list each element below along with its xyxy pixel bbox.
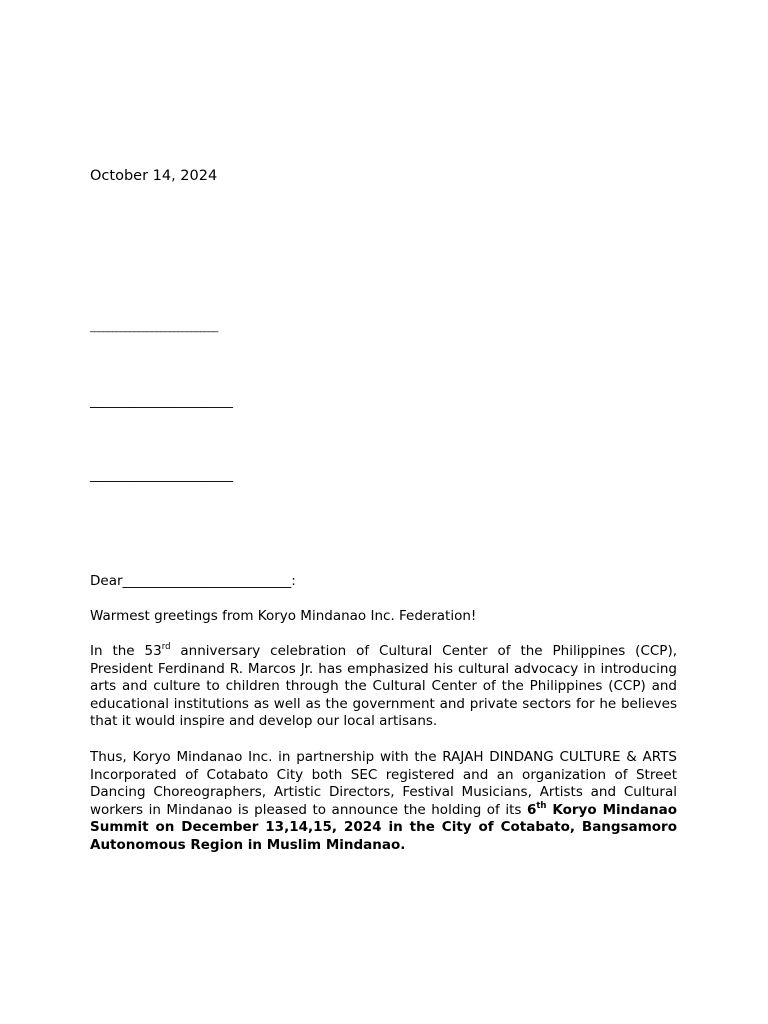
paragraph2-text-a: Thus, Koryo Mindanao Inc. in partnership with the RAJAH DINDANG CULTURE & ARTS Incorporated of Cotabato City both SEC registered and an organization of Street Dancing Choreographers, Artistic Directors, Festival Musicians, Artists and Cultural workers in Mindanao is pleased to announce the holding of its xyxy=(90,749,677,818)
letter-date: October 14, 2024 xyxy=(90,168,218,184)
paragraph1-ordinal-suffix: rd xyxy=(161,642,171,652)
salutation: Dear_________________________: xyxy=(90,573,296,589)
paragraph-summit-announcement xyxy=(90,749,677,855)
summit-ordinal-suffix: th xyxy=(536,800,547,811)
paragraph1-text-a: In the 53 xyxy=(90,643,162,659)
recipient-name-blank: _____________________________ xyxy=(90,322,218,333)
summit-details-text: Koryo Mindanao Summit on December 13,14,15, 2024 in the City of Cotabato, Bangsamoro Autonomous Region in Muslim Mindanao. xyxy=(90,801,678,853)
summit-number: 6 xyxy=(526,801,537,818)
paragraph1-text-b: anniversary celebration of Cultural Center of the Philippines (CCP), President Ferdinand R. Marcos Jr. has emphasized his cultural advocacy in introducing arts and culture to children through the Cultural Center of the Philippines (CCP) and educational institutions as well as the government and private sectors for he believes that it would inspire and develop our local artisans. xyxy=(90,643,677,730)
paragraph-ccp-anniversary xyxy=(90,643,677,731)
recipient-address-blank: ______________________ xyxy=(90,468,233,483)
recipient-position-blank: ______________________ xyxy=(90,394,233,409)
greeting-line: Warmest greetings from Koryo Mindanao Inc. Federation! xyxy=(90,608,477,624)
